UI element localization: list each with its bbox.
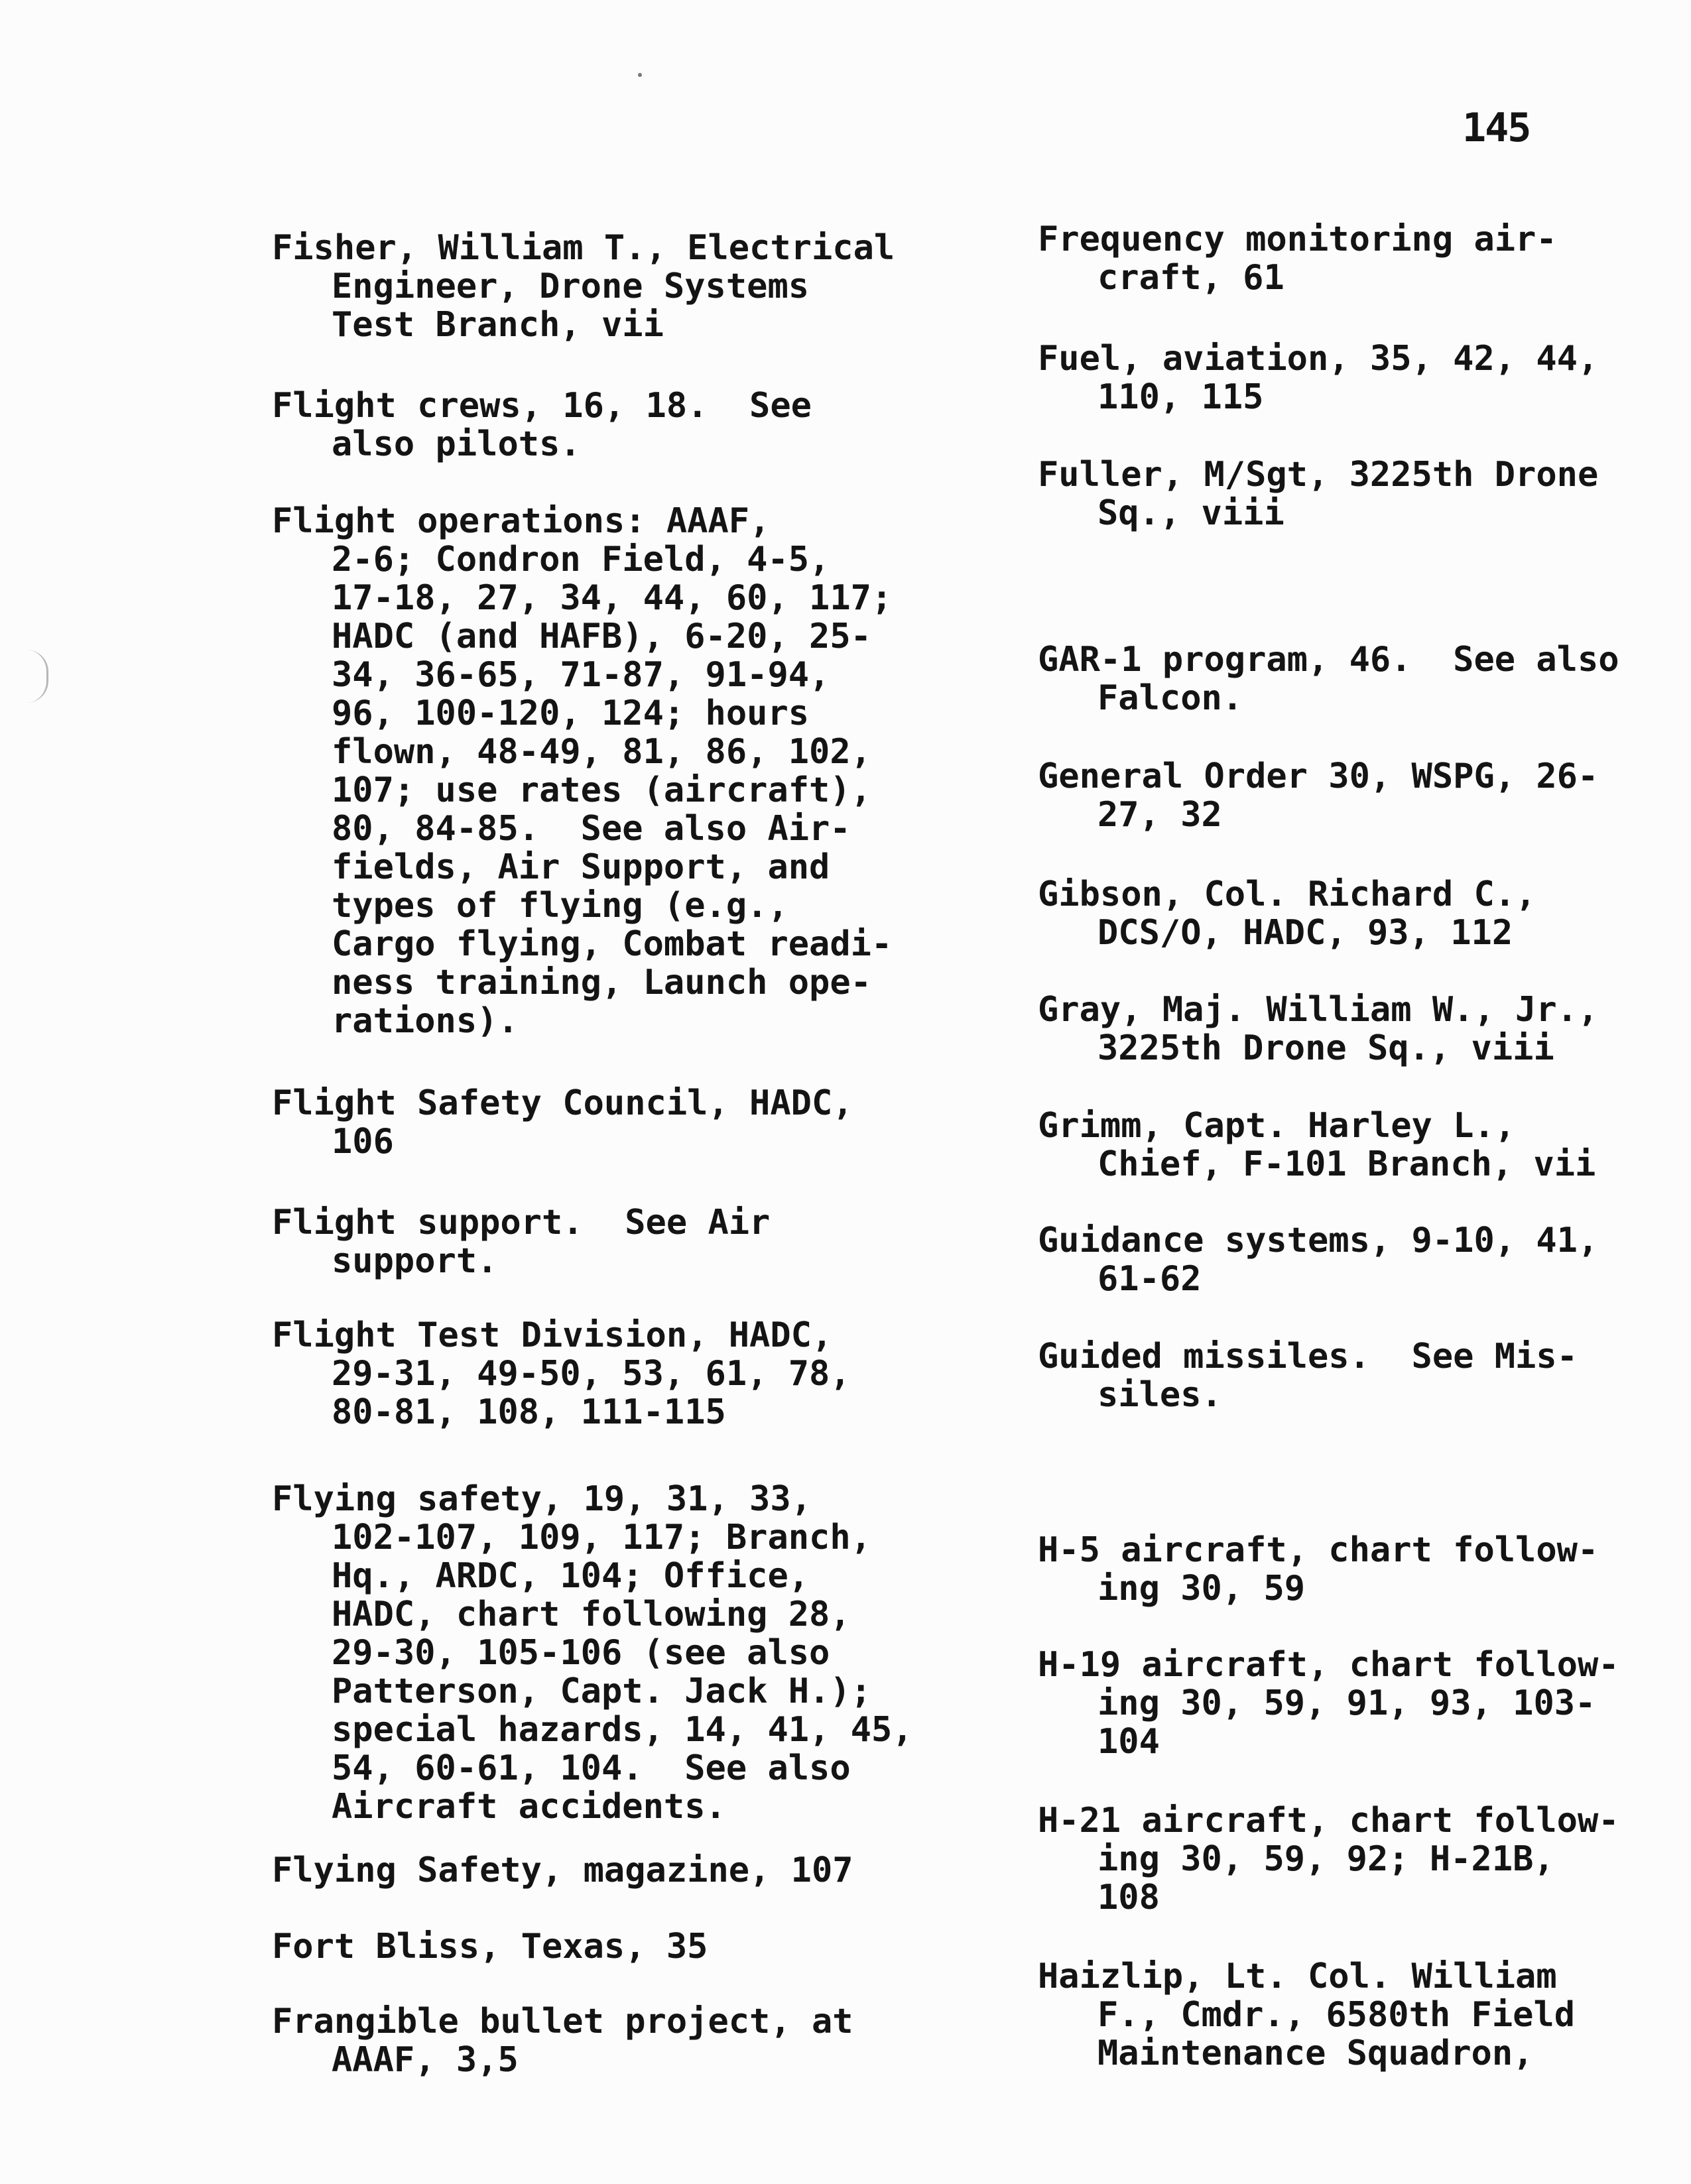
index-entry xyxy=(272,1851,853,1890)
index-entry-line: 108 xyxy=(1097,1878,1160,1917)
index-entry xyxy=(1038,1801,1619,1917)
index-entry xyxy=(1038,1531,1598,1608)
index-entry-line: types of flying (e.g., xyxy=(332,886,788,926)
index-entry-line: 2-6; Condron Field, 4-5, xyxy=(332,540,830,579)
index-entry-line: Guidance systems, 9-10, 41, xyxy=(1038,1221,1599,1260)
index-entry-line: ness training, Launch ope- xyxy=(332,963,871,1002)
index-entry-line: special hazards, 14, 41, 45, xyxy=(332,1710,913,1750)
index-entry-line: Falcon. xyxy=(1097,678,1243,718)
index-entry xyxy=(272,502,892,1040)
index-entry-line: 54, 60-61, 104. See also xyxy=(332,1748,851,1788)
index-entry-line: F., Cmdr., 6580th Field xyxy=(1097,1995,1576,2035)
index-entry-line: Fuel, aviation, 35, 42, 44, xyxy=(1038,339,1599,379)
index-entry-line: Frequency monitoring air- xyxy=(1038,219,1557,259)
index-entry-line: DCS/O, HADC, 93, 112 xyxy=(1097,913,1513,953)
index-entry xyxy=(272,1084,853,1161)
index-entry-line: 104 xyxy=(1097,1722,1160,1762)
index-entry-line: 80, 84-85. See also Air- xyxy=(332,809,851,849)
index-entry xyxy=(1038,1107,1596,1183)
index-entry xyxy=(272,1316,851,1431)
index-entry-line: H-5 aircraft, chart follow- xyxy=(1038,1530,1599,1570)
index-entry xyxy=(1038,1646,1619,1761)
index-entry-line: 27, 32 xyxy=(1097,795,1222,835)
index-entry-line: Test Branch, vii xyxy=(332,305,664,345)
index-entry-line: Maintenance Squadron, xyxy=(1097,2033,1534,2073)
index-entry-line: Frangible bullet project, at xyxy=(272,2002,853,2041)
index-entry xyxy=(1038,991,1598,1067)
index-entry xyxy=(1038,220,1557,297)
index-entry-line: support. xyxy=(332,1241,498,1281)
index-entry xyxy=(272,229,895,344)
index-entry-line: 61-62 xyxy=(1097,1259,1202,1299)
index-entry-line: 17-18, 27, 34, 44, 60, 117; xyxy=(332,578,893,618)
index-entry-line: Patterson, Capt. Jack H.); xyxy=(332,1671,871,1711)
index-entry-line: 102-107, 109, 117; Branch, xyxy=(332,1518,871,1557)
index-entry-line: Flight crews, 16, 18. See xyxy=(272,386,812,426)
index-entry-line: ing 30, 59 xyxy=(1097,1569,1306,1608)
index-entry xyxy=(1038,1221,1598,1298)
index-entry-line: Sq., viii xyxy=(1097,493,1284,533)
index-entry-line: Haizlip, Lt. Col. William xyxy=(1038,1957,1557,1996)
index-entry-line: Fort Bliss, Texas, 35 xyxy=(272,1927,708,1967)
index-entry-line: Fuller, M/Sgt, 3225th Drone xyxy=(1038,455,1599,495)
index-entry xyxy=(1038,1957,1575,2073)
index-entry-line: H-21 aircraft, chart follow- xyxy=(1038,1801,1619,1841)
index-entry-line: Gibson, Col. Richard C., xyxy=(1038,875,1536,914)
index-entry xyxy=(1038,757,1598,834)
index-entry-line: also pilots. xyxy=(332,424,581,464)
index-entry-line: 29-30, 105-106 (see also xyxy=(332,1633,830,1673)
index-entry-line: rations). xyxy=(332,1001,519,1041)
index-entry xyxy=(1038,640,1619,717)
index-entry xyxy=(272,387,812,463)
index-entry-line: Hq., ARDC, 104; Office, xyxy=(332,1556,810,1596)
index-entry-line: ing 30, 59, 92; H-21B, xyxy=(1097,1839,1554,1879)
speck-mark xyxy=(638,73,642,77)
index-entry-line: 96, 100-120, 124; hours xyxy=(332,694,810,733)
page-number: 145 xyxy=(1462,105,1531,151)
index-entry-line: Fisher, William T., Electrical xyxy=(272,228,895,268)
index-entry-line: 80-81, 108, 111-115 xyxy=(332,1392,726,1432)
index-entry-line: Engineer, Drone Systems xyxy=(332,267,810,306)
index-entry-line: H-19 aircraft, chart follow- xyxy=(1038,1645,1619,1685)
index-entry-line: Flight support. See Air xyxy=(272,1203,771,1243)
index-entry xyxy=(272,1203,770,1280)
index-entry xyxy=(1038,875,1536,952)
index-entry xyxy=(1038,1337,1578,1414)
index-entry-line: 29-31, 49-50, 53, 61, 78, xyxy=(332,1354,851,1394)
index-entry-line: ing 30, 59, 91, 93, 103- xyxy=(1097,1683,1596,1723)
index-entry-line: AAAF, 3,5 xyxy=(332,2040,519,2080)
margin-bracket-mark xyxy=(27,650,48,703)
index-entry-line: Chief, F-101 Branch, vii xyxy=(1097,1144,1596,1184)
index-entry xyxy=(272,2002,853,2079)
index-entry-line: Flying safety, 19, 31, 33, xyxy=(272,1479,812,1519)
index-entry-line: fields, Air Support, and xyxy=(332,847,830,887)
index-entry xyxy=(272,1927,708,1966)
index-entry xyxy=(272,1480,913,1826)
index-entry-line: flown, 48-49, 81, 86, 102, xyxy=(332,732,871,772)
index-entry-line: 3225th Drone Sq., viii xyxy=(1097,1028,1554,1068)
index-entry xyxy=(1038,339,1598,416)
index-entry-line: 106 xyxy=(332,1122,394,1162)
index-entry-line: Guided missiles. See Mis- xyxy=(1038,1337,1578,1376)
index-entry-line: Flight operations: AAAF, xyxy=(272,501,771,541)
index-entry-line: Grimm, Capt. Harley L., xyxy=(1038,1106,1516,1146)
index-entry-line: Gray, Maj. William W., Jr., xyxy=(1038,990,1599,1030)
index-entry-line: 107; use rates (aircraft), xyxy=(332,770,871,810)
index-entry-line: 110, 115 xyxy=(1097,377,1264,417)
index-entry-line: General Order 30, WSPG, 26- xyxy=(1038,757,1599,796)
index-entry-line: HADC (and HAFB), 6-20, 25- xyxy=(332,617,871,656)
index-entry-line: 34, 36-65, 71-87, 91-94, xyxy=(332,655,830,695)
index-entry-line: siles. xyxy=(1097,1375,1222,1415)
index-entry-line: Flight Test Division, HADC, xyxy=(272,1315,833,1355)
index-entry-line: craft, 61 xyxy=(1097,258,1284,298)
index-entry-line: Cargo flying, Combat readi- xyxy=(332,924,893,964)
index-entry-line: Aircraft accidents. xyxy=(332,1787,726,1827)
index-entry-line: HADC, chart following 28, xyxy=(332,1595,851,1634)
index-entry xyxy=(1038,455,1598,532)
index-entry-line: Flying Safety, magazine, 107 xyxy=(272,1850,853,1890)
index-entry-line: GAR-1 program, 46. See also xyxy=(1038,640,1619,680)
index-entry-line: Flight Safety Council, HADC, xyxy=(272,1083,853,1123)
